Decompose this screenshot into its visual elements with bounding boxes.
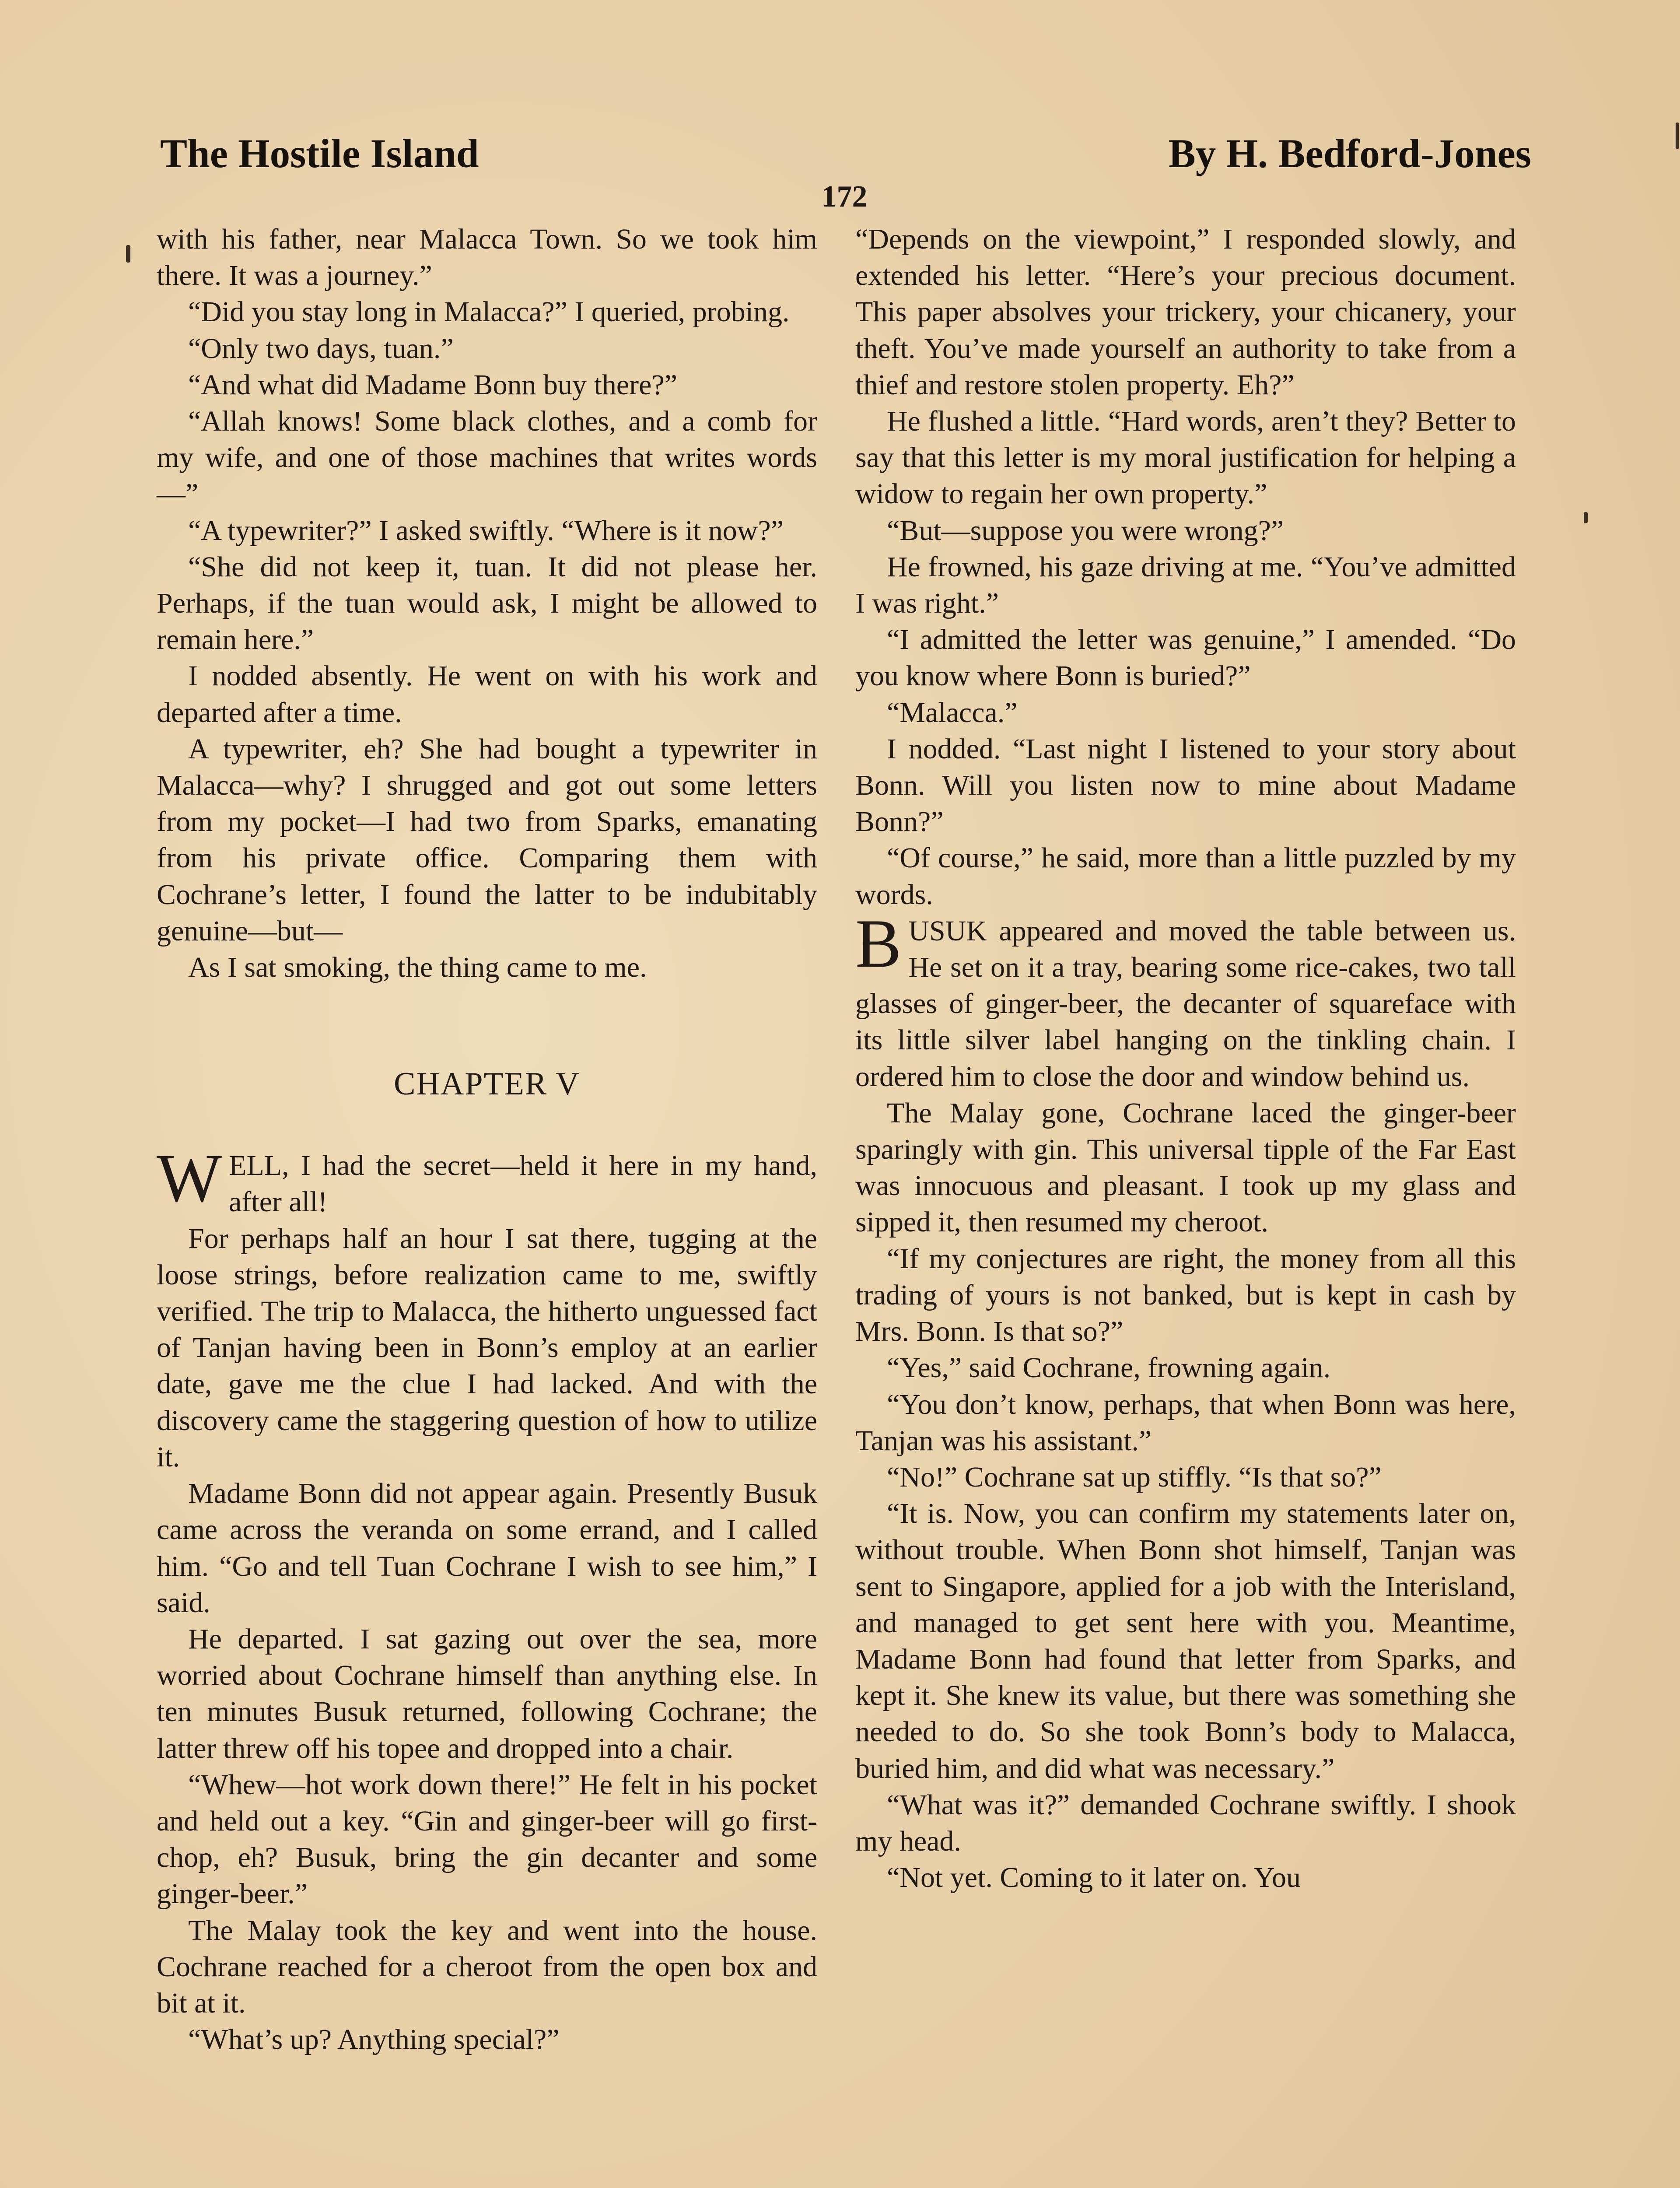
paragraph: He departed. I sat gazing out over the sea, more worried about Cochrane himself than anything else. In ten minutes Busuk returned, following Cochrane; the latter threw off his topee and dropped into a chair. (157, 1623, 817, 1764)
paragraph: Madame Bonn did not appear again. Presently Busuk came across the veranda on some errand, and I called him. “Go and tell Tuan Cochrane I wish to see him,” I said. (157, 1477, 817, 1619)
paragraph: “A typewriter?” I asked swiftly. “Where is it now?” (188, 514, 784, 547)
right-column (855, 221, 1516, 1896)
drop-cap: B (855, 905, 902, 982)
story-title: The Hostile Island (160, 131, 479, 176)
paragraph: “And what did Madame Bonn buy there?” (188, 368, 678, 401)
paragraph: He frowned, his gaze driving at me. “You’ve admitted I was right.” (855, 551, 1516, 620)
page-number: 172 (821, 180, 868, 214)
paragraph: “No!” Cochrane sat up stiffly. “Is that so?” (887, 1461, 1382, 1493)
chapter-opening-paragraph (157, 1140, 817, 1220)
paragraph: “I admitted the letter was genuine,” I amended. “Do you know where Bonn is buried?” (855, 624, 1516, 692)
paragraph: “Not yet. Coming to it later on. You (887, 1862, 1301, 1894)
paragraph: “Malacca.” (887, 696, 1018, 729)
drop-cap: W (157, 1140, 222, 1217)
paragraph: I nodded absently. He went on with his work and departed after a time. (157, 660, 817, 729)
paper-speck (126, 245, 130, 263)
paragraph: with his father, near Malacca Town. So we took him there. It was a journey.” (157, 223, 817, 292)
paragraph: “What’s up? Anything special?” (188, 2023, 560, 2056)
running-head (160, 128, 1531, 180)
left-column (157, 221, 817, 2058)
paragraph-text: ELL, I had the secret—held it here in my hand, after all! (229, 1150, 817, 1218)
paragraph: “What was it?” demanded Cochrane swiftly. I shook my head. (855, 1788, 1516, 1857)
paragraph: “Allah knows! Some black clothes, and a comb for my wife, and one of those machines that writes words—” (157, 405, 817, 510)
story-author: By H. Bedford-Jones (1168, 131, 1531, 176)
section-opening-paragraph (855, 905, 1516, 1095)
chapter-heading: CHAPTER V (394, 1066, 580, 1102)
paragraph: “She did not keep it, tuan. It did not please her. Perhaps, if the tuan would ask, I might be allowed to remain here.” (157, 551, 817, 656)
paragraph: “If my conjectures are right, the money from all this trading of yours is not banked, but is kept in cash by Mrs. Bonn. Is that so?” (855, 1242, 1516, 1348)
paragraph: “Whew—hot work down there!” He felt in his pocket and held out a key. “Gin and ginger-beer will go first-chop, eh? Busuk, bring the gin decanter and some ginger-beer.” (157, 1768, 817, 1910)
paper-speck (1584, 512, 1588, 523)
paragraph: “It is. Now, you can confirm my statements later on, without trouble. When Bonn shot himself, Tanjan was sent to Singapore, applied for a job with the Interisland, and managed to get sent here with you. Meantime, Madame Bonn had found that letter from Sparks, and kept it. She knew its value, but there was something she needed to do. So she took Bonn’s body to Malacca, buried him, and did what was necessary.” (855, 1497, 1516, 1785)
paragraph: The Malay gone, Cochrane laced the ginger-beer sparingly with gin. This universal tipple of the Far East was innocuous and pleasant. I took up my glass and sipped it, then resumed my cheroot. (855, 1097, 1516, 1238)
paragraph: “Yes,” said Cochrane, frowning again. (887, 1352, 1331, 1384)
paragraph: “Depends on the viewpoint,” I responded slowly, and extended his letter. “Here’s your precious document. This paper absolves your trickery, your chicanery, your theft. You’ve made yourself an authority to take from a thief and restore stolen property. Eh?” (855, 223, 1516, 401)
paragraph: A typewriter, eh? She had bought a typewriter in Malacca—why? I shrugged and got out some letters from my pocket—I had two from Sparks, emanating from his private office. Comparing them with Cochrane’s letter, I found the latter to be indubitably genuine—but— (157, 733, 817, 947)
paragraph: The Malay took the key and went into the house. Cochrane reached for a cheroot from the open box and bit at it. (157, 1914, 817, 2019)
paragraph: For perhaps half an hour I sat there, tugging at the loose strings, before realization came to me, swiftly verified. The trip to Malacca, the hitherto unguessed fact of Tanjan having been in Bonn’s employ at an earlier date, gave me the clue I had lacked. And with the discovery came the staggering question of how to utilize it. (157, 1222, 817, 1473)
paragraph: He flushed a little. “Hard words, aren’t they? Better to say that this letter is my moral justification for helping a widow to regain her own property.” (855, 405, 1516, 510)
paragraph: “You don’t know, perhaps, that when Bonn was here, Tanjan was his assistant.” (855, 1388, 1516, 1457)
paragraph-text: USUK appeared and moved the table between us. He set on it a tray, bearing some rice-cakes, two tall glasses of ginger-beer, the decanter of squareface with its little silver label hanging on the tinkling chain. I ordered him to close the door and window behind us. (855, 915, 1516, 1093)
paper-speck (1676, 123, 1679, 149)
paragraph: I nodded. “Last night I listened to your story about Bonn. Will you listen now to mine about Madame Bonn?” (855, 733, 1516, 838)
paragraph: As I sat smoking, the thing came to me. (188, 951, 647, 984)
paragraph: “But—suppose you were wrong?” (887, 514, 1284, 547)
paragraph: “Did you stay long in Malacca?” I queried, probing. (188, 296, 790, 328)
paragraph: “Of course,” he said, more than a little puzzled by my words. (855, 842, 1516, 911)
paragraph: “Only two days, tuan.” (188, 332, 454, 365)
